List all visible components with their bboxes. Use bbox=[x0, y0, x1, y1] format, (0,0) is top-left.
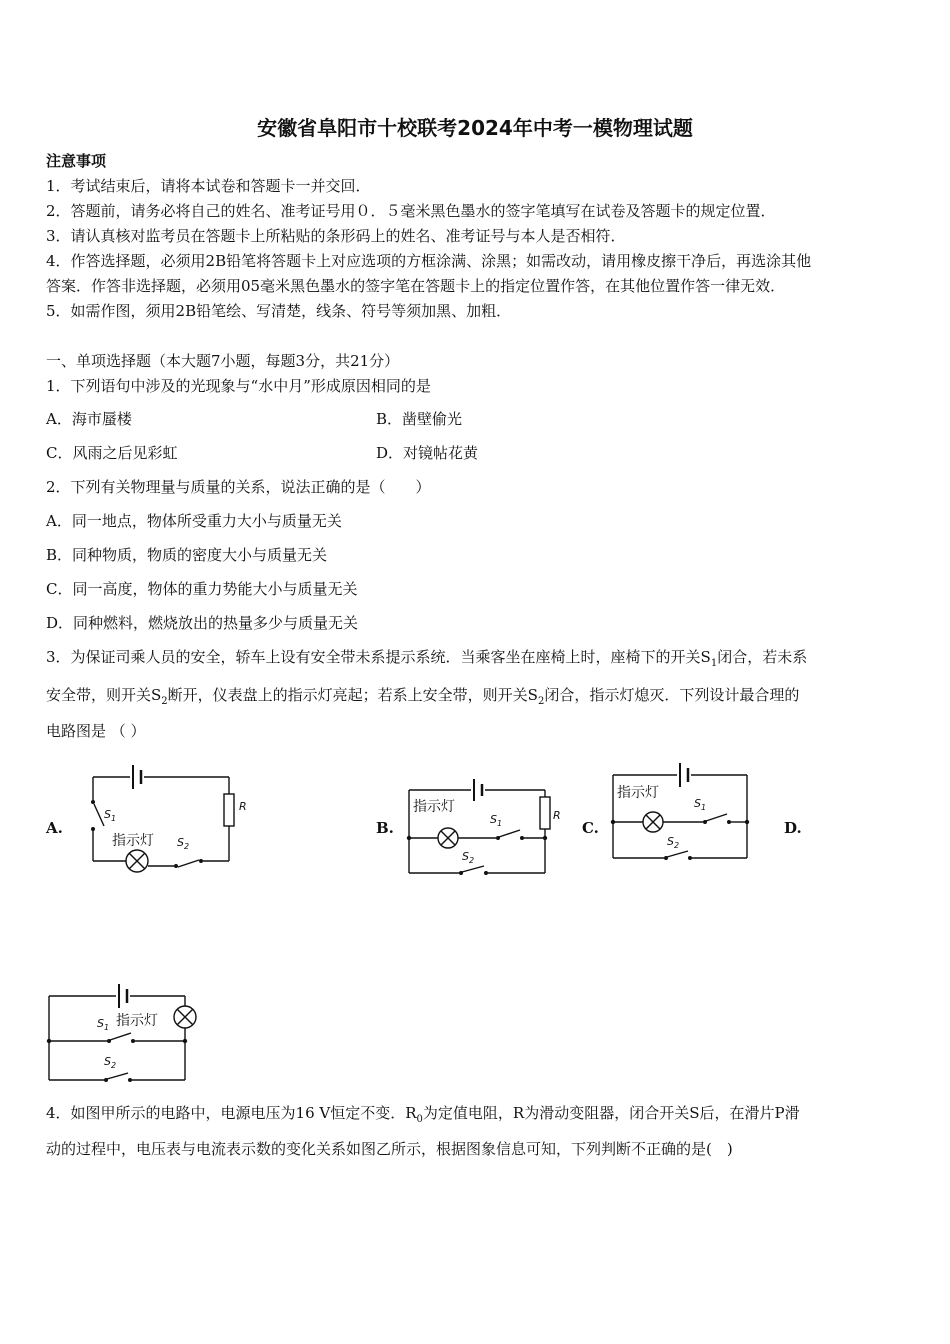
switch-s1-label: $S_1$ bbox=[97, 1017, 110, 1032]
q3-line-1: 3．为保证司乘人员的安全，轿车上设有安全带未系提示系统．当乘客坐在座椅上时，座椅下的开关$S_1$闭合，若未系 bbox=[46, 648, 808, 669]
notice-item: 3．请认真核对监考员在答题卡上所粘贴的条形码上的姓名、准考证号与本人是否相符． bbox=[46, 227, 626, 245]
section-heading: 一、单项选择题（本大题7小题，每题3分，共21分） bbox=[46, 352, 400, 370]
notice-item: 答案．作答非选择题，必须用05毫米黑色墨水的签字笔在答题卡上的指定位置作答，在其他位置作答一律无效． bbox=[46, 277, 786, 295]
notice-item: 4．作答选择题，必须用2B铅笔将答题卡上对应选项的方框涂满、涂黑；如需改动，请用橡皮擦干净后，再选涂其他 bbox=[46, 252, 812, 270]
q1-option-c: C．风雨之后见彩虹 bbox=[46, 444, 178, 462]
resistor-label: R bbox=[553, 809, 561, 822]
q3-option-d-label: D. bbox=[784, 819, 802, 837]
switch-s2-label: $S_2$ bbox=[667, 835, 680, 850]
q4-line-1: 4．如图甲所示的电路中，电源电压为16 V恒定不变．$R_0$为定值电阻，R为滑动变阻器，闭合开关S后，在滑片P滑 bbox=[46, 1104, 800, 1125]
q2-option-a: A．同一地点，物体所受重力大小与质量无关 bbox=[46, 512, 342, 530]
q2-option-c: C．同一高度，物体的重力势能大小与质量无关 bbox=[46, 580, 358, 598]
lamp-label: 指示灯 bbox=[617, 785, 659, 801]
switch-s2-label: $S_2$ bbox=[104, 1055, 117, 1070]
notice-item: 2．答题前，请务必将自己的姓名、准考证号用０．５毫米黑色墨水的签字笔填写在试卷及答题卡的规定位置． bbox=[46, 202, 776, 220]
q3-line-3: 电路图是 （ ） bbox=[46, 722, 146, 740]
q3-option-b-label: B. bbox=[376, 819, 394, 837]
notice-heading: 注意事项 bbox=[46, 152, 107, 170]
q3-option-c-label: C. bbox=[582, 819, 599, 837]
q2-option-d: D．同种燃料，燃烧放出的热量多少与质量无关 bbox=[46, 614, 359, 632]
switch-s2-label: $S_2$ bbox=[462, 850, 475, 865]
q3-option-a-label: A. bbox=[46, 819, 63, 837]
resistor-label: R bbox=[239, 800, 247, 813]
switch-s1-label: $S_1$ bbox=[490, 813, 503, 828]
lamp-label: 指示灯 bbox=[413, 799, 455, 815]
q3-line-2: 安全带，则开关$S_2$断开，仪表盘上的指示灯亮起；若系上安全带，则开关$S_2$闭合，指示灯熄灭．下列设计最合理的 bbox=[46, 686, 800, 707]
page-title: 安徽省阜阳市十校联考2024年中考一模物理试题 bbox=[257, 116, 693, 140]
q1-option-d: D．对镜帖花黄 bbox=[376, 444, 479, 462]
switch-s2-label: $S_2$ bbox=[177, 836, 190, 851]
q2-option-b: B．同种物质，物质的密度大小与质量无关 bbox=[46, 546, 328, 564]
switch-s1-label: $S_1$ bbox=[104, 808, 117, 823]
lamp-label: 指示灯 bbox=[116, 1013, 158, 1029]
notice-item: 1．考试结束后，请将本试卷和答题卡一并交回． bbox=[46, 177, 371, 195]
q2-stem: 2．下列有关物理量与质量的关系，说法正确的是（ ） bbox=[46, 478, 431, 496]
notice-item: 5．如需作图，须用2B铅笔绘、写清楚，线条、符号等须加黑、加粗． bbox=[46, 302, 512, 320]
switch-s1-label: $S_1$ bbox=[694, 797, 707, 812]
q1-option-b: B．凿壁偷光 bbox=[376, 410, 463, 428]
q4-line-2: 动的过程中，电压表与电流表示数的变化关系如图乙所示，根据图象信息可知，下列判断不正确的是( ) bbox=[46, 1140, 733, 1158]
lamp-label: 指示灯 bbox=[112, 833, 154, 849]
q1-option-a: A．海市蜃楼 bbox=[46, 410, 132, 428]
q1-stem: 1．下列语句中涉及的光现象与“水中月”形成原因相同的是 bbox=[46, 377, 431, 395]
